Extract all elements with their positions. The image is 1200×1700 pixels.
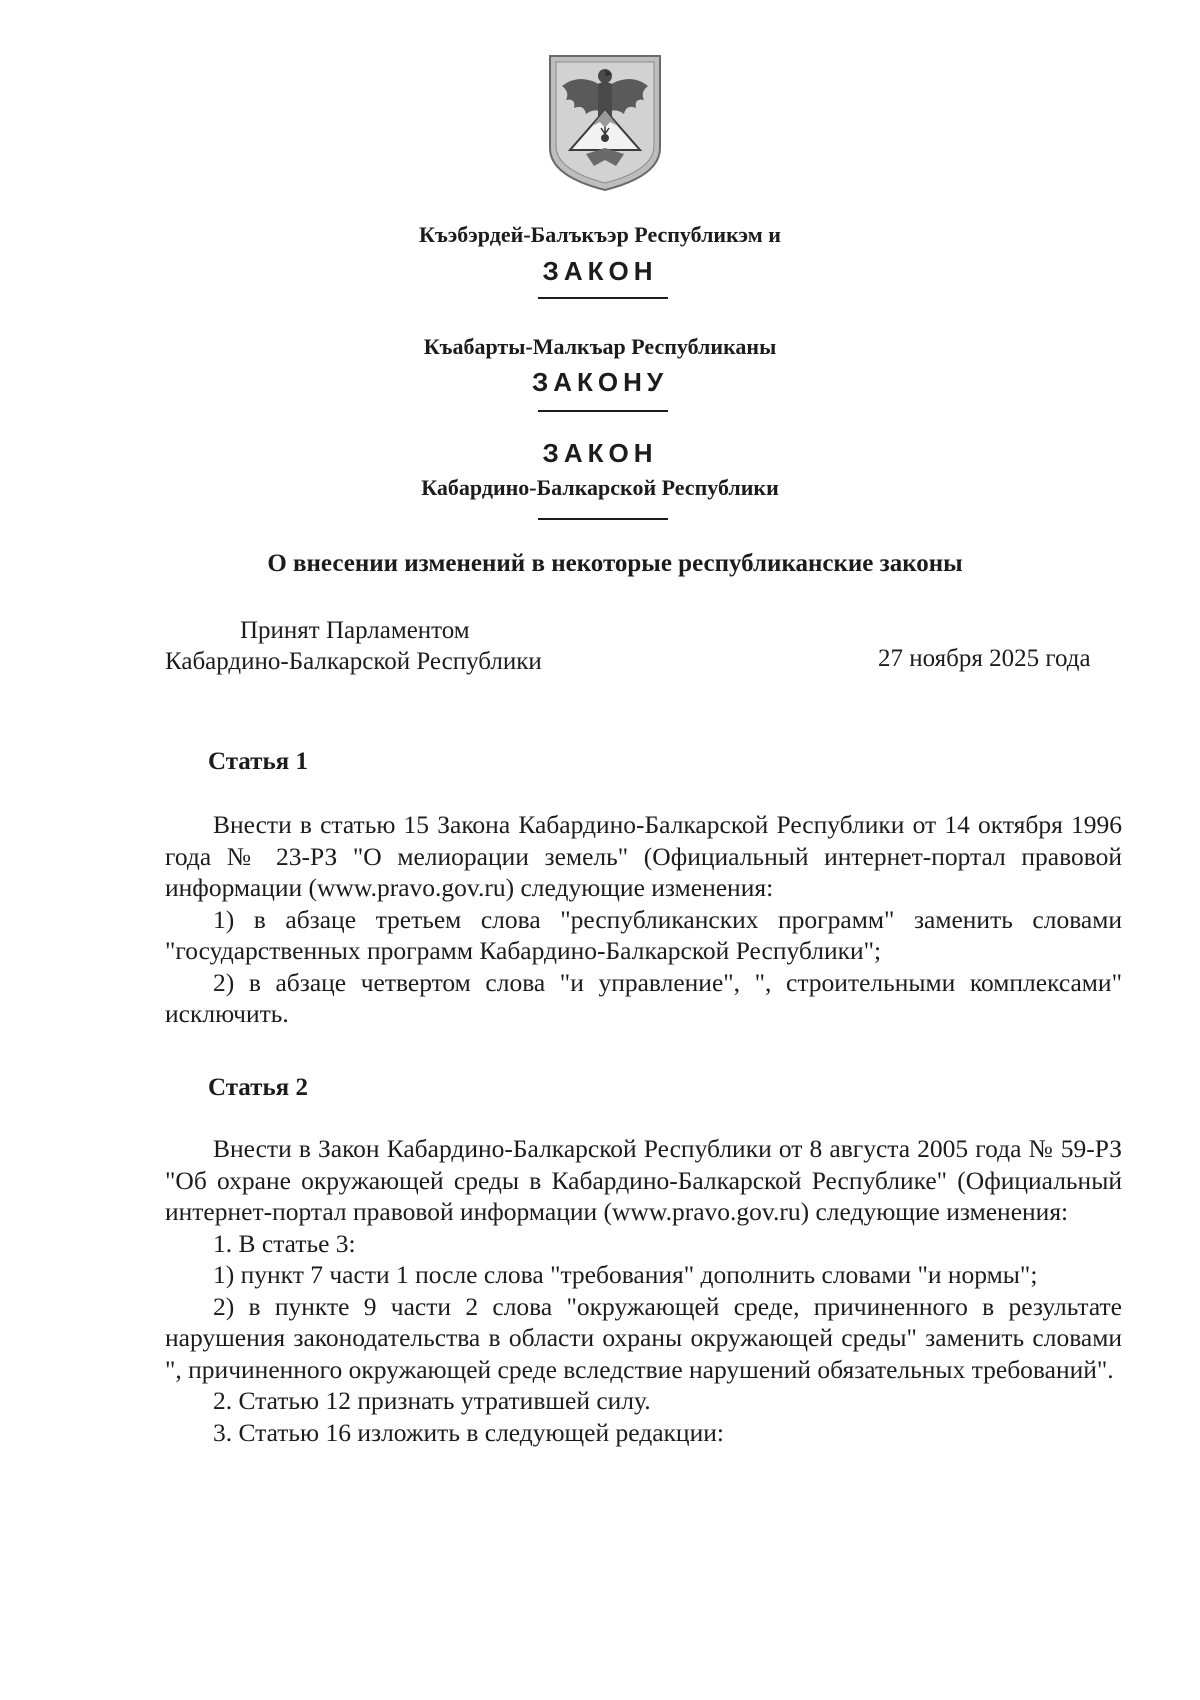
adopted-by-republic: Кабардино-Балкарской Республики [165, 648, 542, 675]
document-title: О внесении изменений в некоторые республиканские законы [267, 550, 963, 577]
header-divider-1 [538, 297, 668, 299]
coat-of-arms-icon [546, 52, 664, 194]
header-balkar-line: Къабарты-Малкъар Республиканы [423, 334, 777, 359]
article-2-paragraph: Внести в Закон Кабардино-Балкарской Республики от 8 августа 2005 года № 59-РЗ "Об охране окружающей среды в Кабардино-Балкарской Республике" (Официальный интернет-портал правовой информации (www.pravo.gov.ru) следующие изменения: [165, 1134, 1122, 1226]
article-1-body [165, 809, 1122, 1030]
article-2-paragraph: 1) пункт 7 части 1 после слова "требования" дополнить словами "и нормы"; [213, 1260, 1038, 1289]
article-2-paragraph: 2) в пункте 9 части 2 слова "окружающей среде, причиненного в результате нарушения законодательства в области охраны окружающей среды" заменить словами ", причиненного окружающей среде вследствие нарушений обязательных требований". [165, 1291, 1122, 1384]
header-divider-3 [538, 518, 668, 520]
article-1-paragraph: 2) в абзаце четвертом слова "и управление", ", строительными комплексами" исключить. [165, 967, 1122, 1028]
article-2-paragraph: 1. В статье 3: [213, 1228, 356, 1258]
header-russian-word: ЗАКОН [542, 438, 658, 468]
header-balkar-word: ЗАКОНУ [531, 367, 669, 397]
article-1-heading: Статья 1 [208, 748, 308, 775]
adopted-by-line: Принят Парламентом [240, 617, 470, 644]
adoption-date: 27 ноября 2025 года [878, 645, 1091, 672]
article-1-paragraph: 1) в абзаце третьем слова "республиканских программ" заменить словами "государственных программ Кабардино-Балкарской Республики"; [165, 904, 1122, 965]
header-kabardian-word: ЗАКОН [542, 256, 658, 286]
header-divider-2 [538, 410, 668, 412]
article-2-body [165, 1133, 1122, 1448]
article-2-paragraph: 3. Статью 16 изложить в следующей редакции: [213, 1417, 724, 1447]
article-1-paragraph: Внести в статью 15 Закона Кабардино-Балкарской Республики от 14 октября 1996 года № 23-РЗ "О мелиорации земель" (Официальный интернет-портал правовой информации (www.pravo.gov.ru) следующие изменения: [165, 810, 1122, 902]
article-2-paragraph: 2. Статью 12 признать утратившей силу. [213, 1386, 651, 1415]
article-2-heading: Статья 2 [208, 1074, 308, 1101]
header-kabardian-line: Къэбэрдей-Балъкъэр Республикэм и [419, 222, 781, 247]
header-russian-line: Кабардино-Балкарской Республики [421, 475, 779, 500]
